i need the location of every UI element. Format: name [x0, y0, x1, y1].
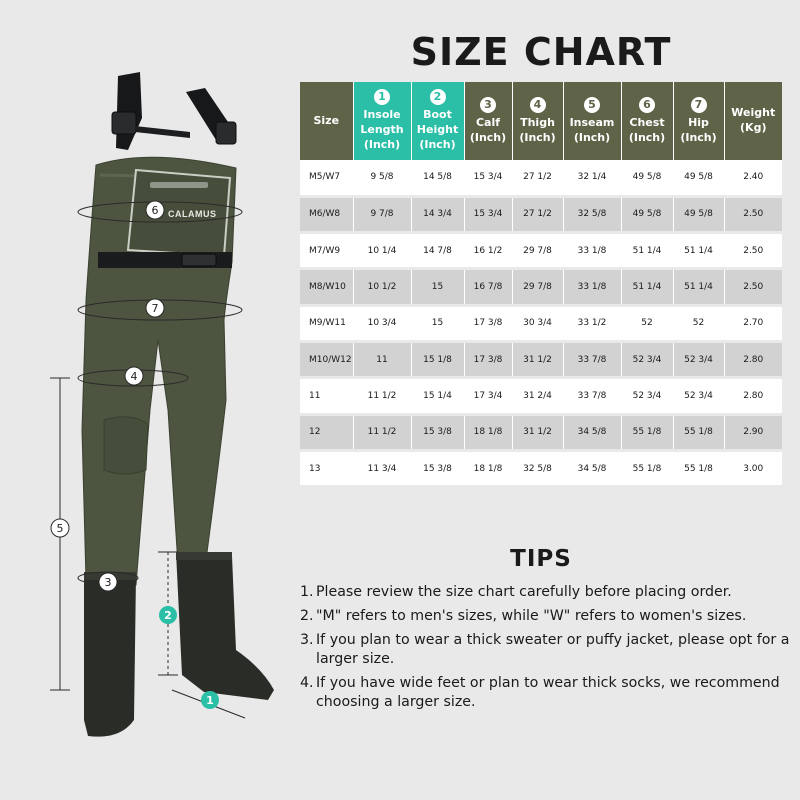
- table-cell: 32 5/8: [512, 450, 563, 486]
- table-cell: 2.40: [724, 160, 782, 196]
- table-cell: 31 1/2: [512, 414, 563, 450]
- table-cell: 49 5/8: [673, 196, 724, 232]
- table-cell: 17 3/8: [464, 341, 512, 377]
- table-cell: 16 1/2: [464, 233, 512, 269]
- column-header-label: Weight (Kg): [731, 106, 776, 134]
- waders-illustration: [0, 0, 290, 800]
- table-cell: 15: [411, 269, 464, 305]
- table-cell: 55 1/8: [673, 414, 724, 450]
- column-header-label: Insole Length (Inch): [360, 108, 404, 151]
- table-cell: 15 3/4: [464, 160, 512, 196]
- table-cell: 33 1/2: [563, 305, 621, 341]
- tip-text: If you plan to wear a thick sweater or puffy jacket, please opt for a larger size.: [316, 632, 790, 667]
- tip-text: Please review the size chart carefully before placing order.: [316, 584, 732, 600]
- table-cell: 17 3/8: [464, 305, 512, 341]
- marker-6-icon: [146, 201, 164, 219]
- table-cell: 52 3/4: [673, 341, 724, 377]
- table-cell: 31 2/4: [512, 378, 563, 414]
- table-cell: M9/W11: [300, 305, 353, 341]
- table-cell: 11: [300, 378, 353, 414]
- table-cell: 52 3/4: [673, 378, 724, 414]
- circled-number-icon: 5: [584, 97, 600, 113]
- tip-number: 3.: [300, 632, 314, 648]
- table-cell: M10/W12: [300, 341, 353, 377]
- table-row: [300, 269, 782, 305]
- table-row: [300, 378, 782, 414]
- table-row: [300, 233, 782, 269]
- table-cell: 55 1/8: [621, 450, 673, 486]
- table-body: [300, 160, 782, 487]
- table-row: [300, 341, 782, 377]
- table-cell: 30 3/4: [512, 305, 563, 341]
- table-cell: 51 1/4: [673, 269, 724, 305]
- column-header-label: Boot Height (Inch): [416, 108, 459, 151]
- table-cell: 9 7/8: [353, 196, 411, 232]
- table-cell: 17 3/4: [464, 378, 512, 414]
- suspender-straps: [112, 72, 236, 150]
- column-header-label: Thigh (Inch): [519, 115, 556, 144]
- table-cell: M8/W10: [300, 269, 353, 305]
- tip-number: 4.: [300, 675, 314, 691]
- column-header: [673, 82, 724, 160]
- table-cell: 33 1/8: [563, 233, 621, 269]
- table-cell: 9 5/8: [353, 160, 411, 196]
- table-cell: 2.50: [724, 233, 782, 269]
- table-cell: 2.80: [724, 378, 782, 414]
- marker-1-label: 1: [206, 694, 214, 707]
- table-cell: 11 1/2: [353, 414, 411, 450]
- table-cell: M6/W8: [300, 196, 353, 232]
- table-cell: 33 1/8: [563, 269, 621, 305]
- size-chart-table: [300, 82, 782, 488]
- table-cell: 51 1/4: [673, 233, 724, 269]
- column-header: [563, 82, 621, 160]
- column-header: [464, 82, 512, 160]
- table-cell: 15 3/4: [464, 196, 512, 232]
- table-cell: 52 3/4: [621, 378, 673, 414]
- table-row: [300, 414, 782, 450]
- marker-5-label: 5: [56, 522, 64, 535]
- circled-number-icon: 6: [639, 97, 655, 113]
- page-title: SIZE CHART: [410, 30, 672, 74]
- column-header: [300, 82, 353, 160]
- tip-number: 1.: [300, 584, 314, 600]
- table-cell: 18 1/8: [464, 450, 512, 486]
- tip-item: [300, 674, 790, 712]
- column-header-label: Hip (Inch): [680, 115, 717, 144]
- table-cell: 11 3/4: [353, 450, 411, 486]
- table-cell: 55 1/8: [621, 414, 673, 450]
- table-cell: 10 1/2: [353, 269, 411, 305]
- table-cell: M7/W9: [300, 233, 353, 269]
- tip-item: [300, 631, 790, 669]
- table-cell: 14 5/8: [411, 160, 464, 196]
- table-cell: 15 3/8: [411, 414, 464, 450]
- table-row: [300, 160, 782, 196]
- table-cell: 2.50: [724, 269, 782, 305]
- circled-number-icon: 7: [691, 97, 707, 113]
- table-cell: 34 5/8: [563, 414, 621, 450]
- column-header: [353, 82, 411, 160]
- chest-pocket: [128, 170, 230, 256]
- column-header-label: Chest (Inch): [628, 115, 666, 144]
- marker-7-icon: [146, 299, 164, 317]
- table-cell: 18 1/8: [464, 414, 512, 450]
- column-header-label: Calf (Inch): [469, 115, 507, 144]
- table-cell: 49 5/8: [621, 160, 673, 196]
- tip-text: "M" refers to men's sizes, while "W" refers to women's sizes.: [316, 608, 747, 624]
- table-row: [300, 196, 782, 232]
- table-cell: 29 7/8: [512, 269, 563, 305]
- table-cell: 27 1/2: [512, 196, 563, 232]
- table-cell: 13: [300, 450, 353, 486]
- table-cell: 32 5/8: [563, 196, 621, 232]
- column-header: [411, 82, 464, 160]
- marker-4-label: 4: [130, 370, 138, 383]
- table-cell: 49 5/8: [621, 196, 673, 232]
- table-cell: 52: [673, 305, 724, 341]
- column-header: [724, 82, 782, 160]
- marker-2-icon: [159, 606, 177, 624]
- table-cell: 14 7/8: [411, 233, 464, 269]
- marker-4-icon: [125, 367, 143, 385]
- table-cell: 31 1/2: [512, 341, 563, 377]
- table-cell: 11: [353, 341, 411, 377]
- column-header: [621, 82, 673, 160]
- table-cell: 49 5/8: [673, 160, 724, 196]
- table-row: [300, 305, 782, 341]
- marker-6-label: 6: [151, 204, 159, 217]
- marker-2-label: 2: [164, 609, 172, 622]
- table-cell: 34 5/8: [563, 450, 621, 486]
- table-cell: 29 7/8: [512, 233, 563, 269]
- circled-number-icon: 4: [530, 97, 546, 113]
- table-cell: 2.80: [724, 341, 782, 377]
- table-cell: 15 1/4: [411, 378, 464, 414]
- table-cell: 2.70: [724, 305, 782, 341]
- table-cell: 52 3/4: [621, 341, 673, 377]
- table-cell: 52: [621, 305, 673, 341]
- table-cell: 15 1/8: [411, 341, 464, 377]
- table-cell: 27 1/2: [512, 160, 563, 196]
- table-cell: 14 3/4: [411, 196, 464, 232]
- table-header-row: [300, 82, 782, 160]
- column-header: [512, 82, 563, 160]
- table-cell: 10 3/4: [353, 305, 411, 341]
- table-cell: 15 3/8: [411, 450, 464, 486]
- column-header-label: Inseam (Inch): [569, 115, 615, 144]
- table-cell: 32 1/4: [563, 160, 621, 196]
- tip-number: 2.: [300, 608, 314, 624]
- table-cell: 2.50: [724, 196, 782, 232]
- marker-3-icon: [99, 573, 117, 591]
- tips-list: [300, 583, 790, 717]
- tips-title: TIPS: [510, 546, 572, 572]
- column-header-label: Size: [313, 113, 340, 127]
- tip-text: If you have wide feet or plan to wear thick socks, we recommend choosing a larger size.: [316, 675, 780, 710]
- marker-5-icon: [51, 519, 69, 537]
- table-cell: 33 7/8: [563, 378, 621, 414]
- marker-1-icon: [201, 691, 219, 709]
- table-cell: 10 1/4: [353, 233, 411, 269]
- table-cell: 12: [300, 414, 353, 450]
- table-cell: 11 1/2: [353, 378, 411, 414]
- wading-belt: [98, 252, 232, 268]
- tip-item: [300, 583, 790, 602]
- table-row: [300, 450, 782, 486]
- tip-item: [300, 607, 790, 626]
- circled-number-icon: 1: [374, 89, 390, 105]
- circled-number-icon: 2: [430, 89, 446, 105]
- table-cell: 15: [411, 305, 464, 341]
- brand-logo: CALAMUS: [168, 209, 217, 219]
- table-cell: 3.00: [724, 450, 782, 486]
- table-cell: 51 1/4: [621, 269, 673, 305]
- table-cell: 16 7/8: [464, 269, 512, 305]
- table-cell: 33 7/8: [563, 341, 621, 377]
- table-cell: 51 1/4: [621, 233, 673, 269]
- marker-7-label: 7: [151, 302, 159, 315]
- table-cell: M5/W7: [300, 160, 353, 196]
- marker-3-label: 3: [104, 576, 112, 589]
- table-cell: 2.90: [724, 414, 782, 450]
- circled-number-icon: 3: [480, 97, 496, 113]
- table-cell: 55 1/8: [673, 450, 724, 486]
